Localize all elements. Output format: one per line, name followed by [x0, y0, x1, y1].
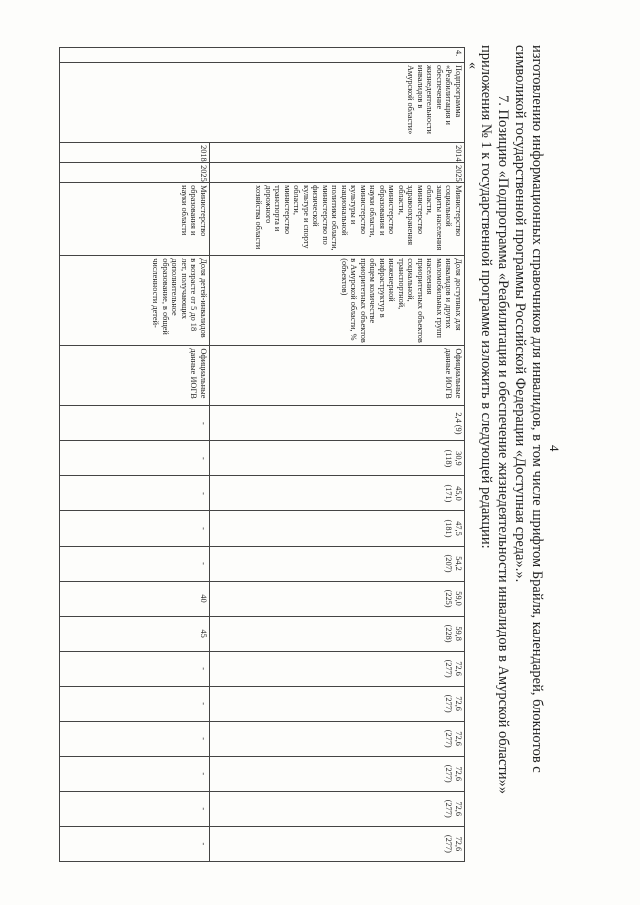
table-row-2: [60, 48, 210, 862]
value-2-2018: 40: [60, 581, 210, 616]
value-1-2025: 72,6 (277): [210, 826, 465, 861]
value-2-2023: -: [60, 756, 210, 791]
value-1-2023: 72,6 (277): [210, 756, 465, 791]
value-2-2013: -: [60, 406, 210, 441]
intro-line-1: изготовлению информационных справочников для инвалидов, в том числе шрифтом Брайля, календарей, блокнотов с: [529, 45, 545, 773]
value-1-2016: 47,5 (181): [210, 511, 465, 546]
value-1-2022: 72,6 (277): [210, 721, 465, 756]
value-1-2017: 54,2 (207): [210, 546, 465, 581]
indicator-name-2: Доля детей-инвалидов в возрасте от 5 до 18 лет, получающих дополнительное образование, в общей численности детей-: [60, 256, 210, 346]
intro-line-2: символикой государственной программы Российской Федерации «Доступная среда».».: [512, 45, 528, 583]
intro-line-4: приложения № 1 к государственной программе изложить в следующей редакции:: [478, 45, 494, 549]
intro-text: [477, 45, 545, 865]
value-1-2018: 59,0 (225): [210, 581, 465, 616]
value-2-2019: 45: [60, 616, 210, 651]
row-number: 4.: [60, 48, 465, 63]
subprogram-name: Подпрограмма «Реабилитация и обеспечение жизнедеятельности инвалидов в Амурской области»: [60, 63, 465, 143]
executor-2: Министерство образования и науки области: [60, 183, 210, 256]
value-2-2015: -: [60, 476, 210, 511]
value-2-2017: -: [60, 546, 210, 581]
value-1-2015: 45,0 (171): [210, 476, 465, 511]
end-year-2: 2025: [60, 163, 210, 183]
value-2-2020: -: [60, 651, 210, 686]
value-2-2021: -: [60, 686, 210, 721]
value-2-2016: -: [60, 511, 210, 546]
value-1-2021: 72,6 (277): [210, 686, 465, 721]
indicator-name-1: Доля доступных для инвалидов и других маломобильных групп населения приоритетных объектов социальной, транспортной, инженерной инфраструктур в общем количестве приоритетных объектов в Амурской области, % (объектов): [210, 256, 465, 346]
end-year-1: 2025: [210, 163, 465, 183]
value-1-2014: 30,9 (118): [210, 441, 465, 476]
value-1-2020: 72,6 (277): [210, 651, 465, 686]
data-source-1: Официальные данные ИОГВ: [210, 346, 465, 406]
executor-1: Министерство социальной защиты населения области, министерство здравоохранения области, министерство образования и науки области, министерство культуры и национальной политики области, министерство по физической культуре и спорту области, министерство транспорта и дорожного хозяйства области: [210, 183, 465, 256]
value-2-2014: -: [60, 441, 210, 476]
start-year-2: 2018: [60, 143, 210, 163]
value-1-2024: 72,6 (277): [210, 791, 465, 826]
value-2-2024: -: [60, 791, 210, 826]
page-number: 4: [547, 445, 562, 452]
opening-quote: «: [465, 62, 480, 69]
intro-line-3: 7. Позицию «Подпрограмма «Реабилитация и обеспечение жизнедеятельности инвалидов в Амурской области»»: [495, 95, 511, 795]
table-row-1: [210, 48, 465, 862]
subprogram-table: [59, 47, 465, 862]
value-2-2022: -: [60, 721, 210, 756]
start-year-1: 2014: [210, 143, 465, 163]
value-1-2019: 59,8 (228): [210, 616, 465, 651]
value-2-2025: -: [60, 826, 210, 861]
data-source-2: Официальные данные ИОГВ: [60, 346, 210, 406]
value-1-2013: 2,4 (9): [210, 406, 465, 441]
